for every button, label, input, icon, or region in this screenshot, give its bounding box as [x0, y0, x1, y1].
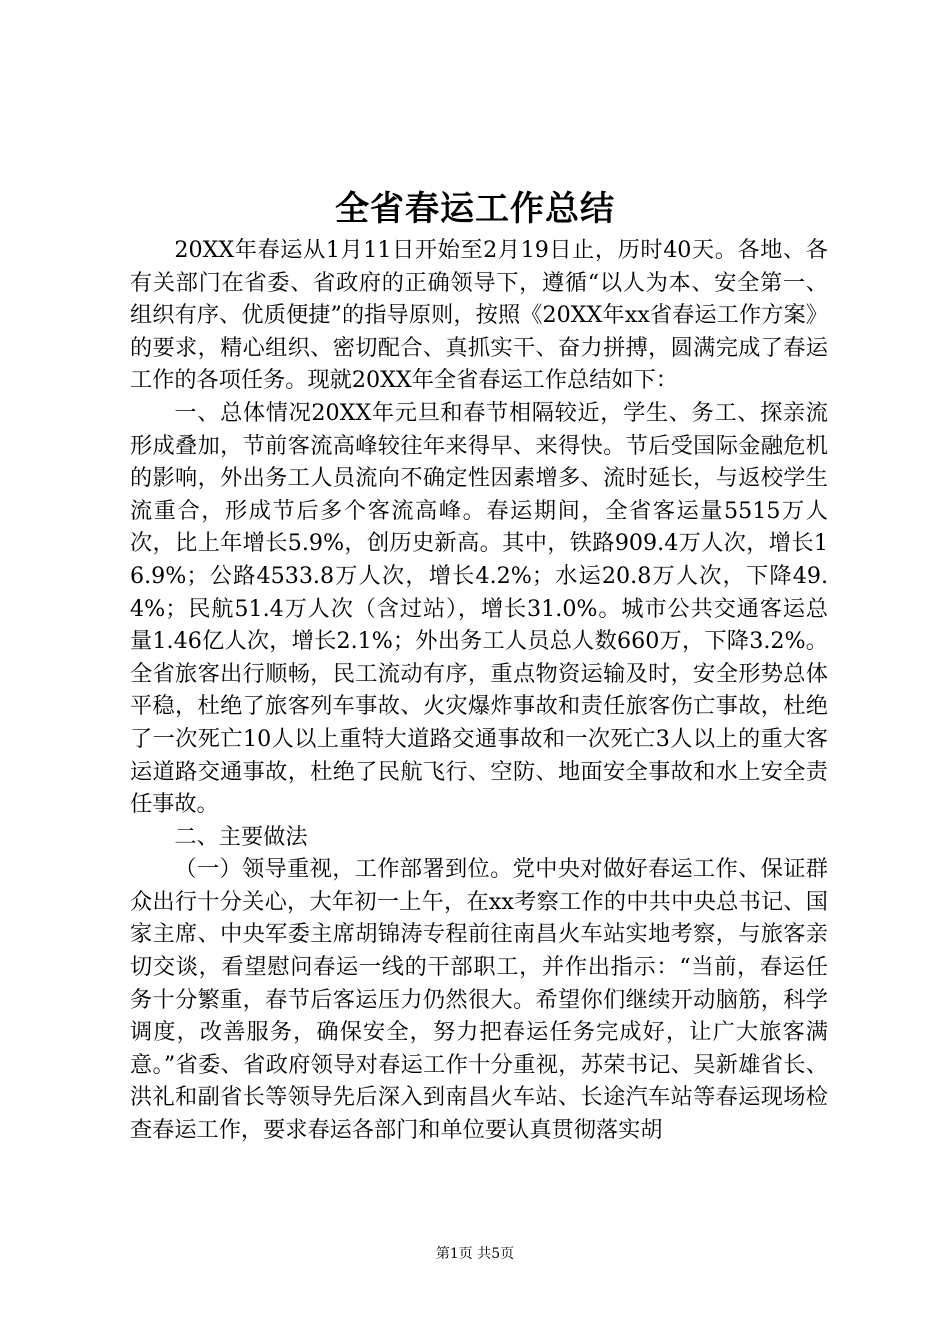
paragraph-heading-methods: 二、主要做法 — [174, 823, 308, 850]
document-title: 全省春运工作总结 — [335, 189, 615, 229]
paragraph-leadership: （一）领导重视，工作部署到位。党中央对做好春运工作、保证群众出行十分关心，大年初一上午，在xx考察工作的中共中央总书记、国家主席、中央军委主席胡锦涛专程前往南昌火车站实地考察，与旅客亲切交谈，看望慰问春运一线的干部职工，并作出指示：“当前，春运任务十分繁重，春节后客运压力仍然很大。希望你们继续开动脑筋，科学调度，改善服务，确保安全，努力把春运任务完成好，让广大旅客满意。”省委、省政府领导对春运工作十分重视，苏荣书记、吴新雄省长、洪礼和副省长等领导先后深入到南昌火车站、长途汽车站等春运现场检查春运工作，要求春运各部门和单位要认真贯彻落实胡 — [130, 856, 828, 1144]
page-footer: 第1页 共5页 — [435, 1246, 515, 1262]
paragraph-overview: 一、总体情况20XX年元旦和春节相隔较近，学生、务工、探亲流形成叠加，节前客流高峰较往年来得早、来得快。节后受国际金融危机的影响，外出务工人员流向不确定性因素增多、流时延长，与返校学生流重合，形成节后多个客流高峰。春运期间，全省客运量5515万人次，比上年增长5.9%，创历史新高。其中，铁路909.4万人次，增长16.9%；公路4533.8万人次，增长4.2%；水运20.8万人次，下降49.4%；民航51.4万人次（含过站），增长31.0%。城市公共交通客运总量1.46亿人次，增长2.1%；外出务工人员总人数660万，下降3.2%。全省旅客出行顺畅，民工流动有序，重点物资运输及时，安全形势总体平稳，杜绝了旅客列车事故、火灾爆炸事故和责任旅客伤亡事故，杜绝了一次死亡10人以上重特大道路交通事故和一次死亡3人以上的重大客运道路交通事故，杜绝了民航飞行、空防、地面安全事故和水上安全责任事故。 — [130, 399, 828, 818]
document-body — [130, 234, 828, 1147]
paragraph-intro: 20XX年春运从1月11日开始至2月19日止，历时40天。各地、各有关部门在省委、省政府的正确领导下，遵循“以人为本、安全第一、组织有序、优质便捷”的指导原则，按照《20XX年xx省春运工作方案》的要求，精心组织、密切配合、真抓实干、奋力拼搏，圆满完成了春运工作的各项任务。现就20XX年全省春运工作总结如下： — [130, 237, 828, 394]
